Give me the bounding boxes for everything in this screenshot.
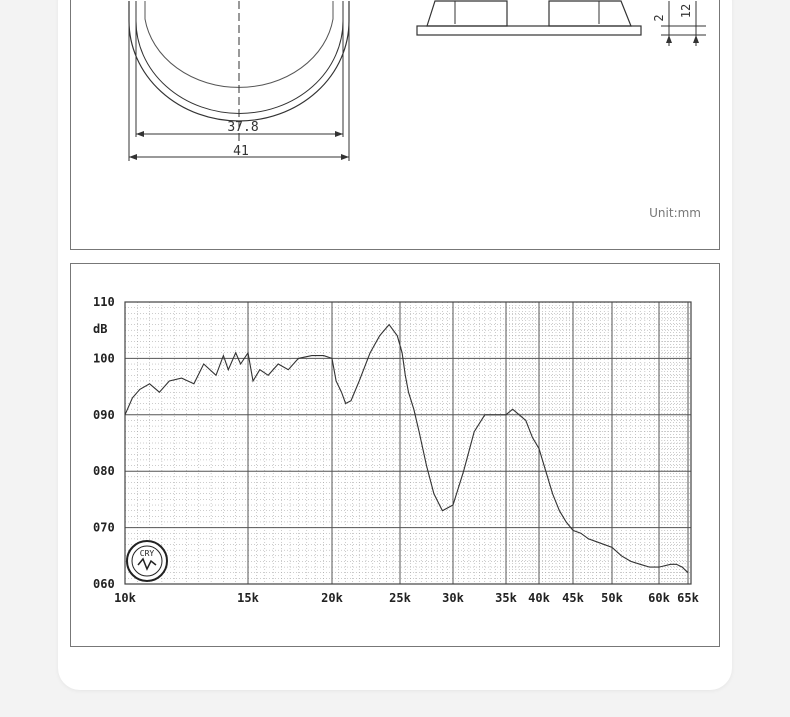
- x-axis-ticks: [114, 591, 699, 605]
- dim-arrow: [129, 154, 137, 160]
- y-axis-ticks: [93, 295, 115, 591]
- minor-grid: [125, 302, 691, 584]
- x-tick-label: 20k: [321, 591, 343, 605]
- x-tick-label: 15k: [237, 591, 259, 605]
- x-tick-label: 65k: [677, 591, 699, 605]
- y-tick-label: 110: [93, 295, 115, 309]
- x-tick-label: 50k: [601, 591, 623, 605]
- dimension-drawing-panel: [70, 0, 720, 250]
- x-tick-label: 25k: [389, 591, 411, 605]
- side-view-body-right: [549, 1, 631, 26]
- y-tick-label: 090: [93, 407, 115, 422]
- frequency-response-chart: [71, 264, 718, 645]
- y-tick-label: 080: [93, 464, 115, 479]
- dim-label-height: 12: [679, 3, 693, 19]
- certification-logo: [127, 541, 167, 581]
- x-tick-label: 40k: [528, 591, 550, 605]
- side-view-base: [417, 26, 641, 35]
- frequency-response-panel: [70, 263, 720, 647]
- y-tick-label: 100: [93, 351, 115, 366]
- side-view-body-left: [427, 1, 507, 26]
- x-tick-label: 10k: [114, 591, 136, 605]
- dimension-drawing: [71, 0, 718, 248]
- dim-arrow: [341, 154, 349, 160]
- dim-arrow: [693, 35, 699, 43]
- dim-arrow: [666, 35, 672, 43]
- x-tick-label: 45k: [562, 591, 584, 605]
- dim-arrow: [136, 131, 144, 137]
- y-tick-label: 060: [93, 577, 115, 591]
- x-tick-label: 30k: [442, 591, 464, 605]
- logo-text: CRY: [139, 549, 155, 558]
- dim-label-inner: 37.8: [227, 120, 259, 135]
- y-tick-label: 070: [93, 520, 115, 535]
- dim-label-small: 2: [652, 14, 666, 22]
- unit-label: Unit:mm: [649, 206, 701, 220]
- x-tick-label: 35k: [495, 591, 517, 605]
- x-tick-label: 60k: [648, 591, 670, 605]
- dim-arrow: [335, 131, 343, 137]
- y-axis-label: dB: [93, 322, 108, 336]
- dim-label-outer: 41: [233, 144, 249, 159]
